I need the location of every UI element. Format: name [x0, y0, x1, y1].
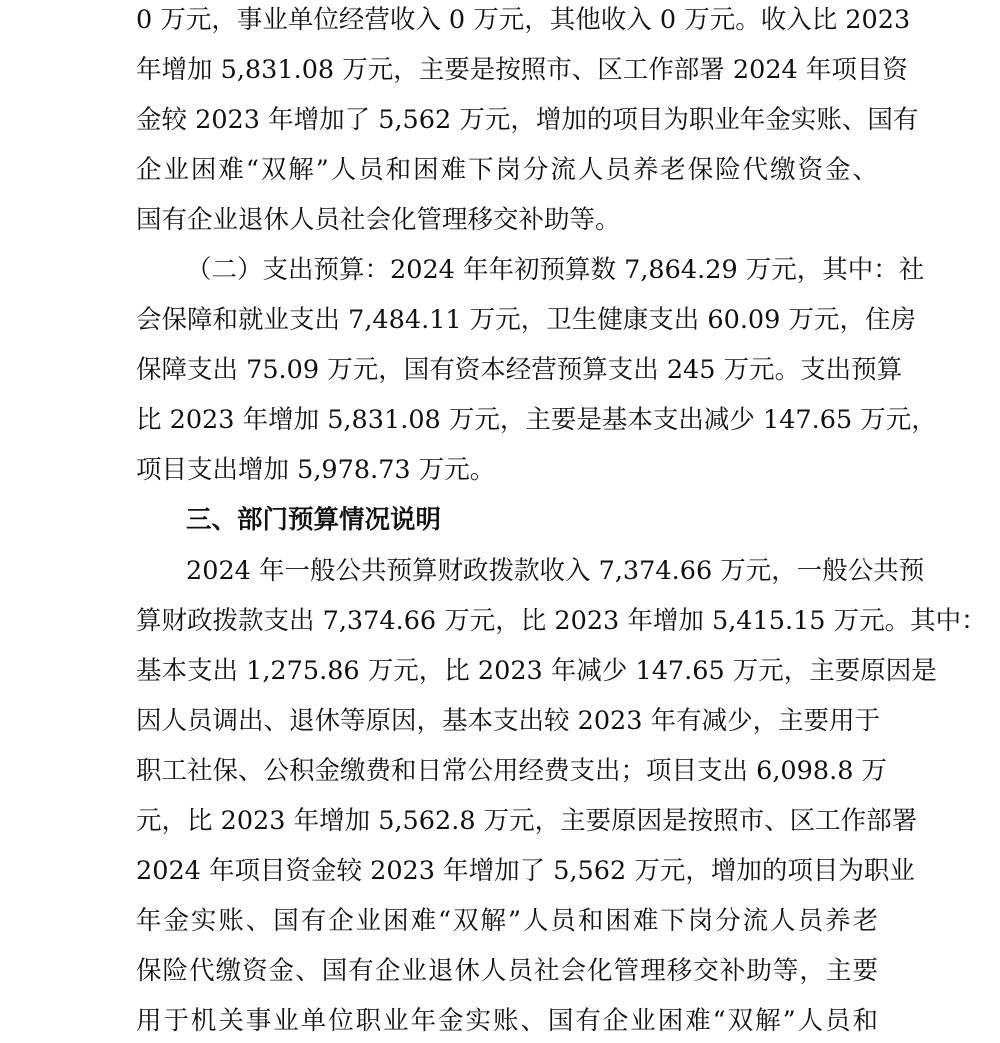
text-line: 因人员调出、退休等原因，基本支出较 2023 年有减少，主要用于	[136, 706, 881, 736]
text-line: 算财政拨款支出 7,374.66 万元，比 2023 年增加 5,415.15 万元。其中：	[136, 606, 987, 636]
text-line: 企业困难“双解”人员和困难下岗分流人员养老保险代缴资金、	[136, 155, 878, 185]
text-line: 用于机关事业单位职业年金实账、国有企业困难“双解”人员和	[136, 1006, 878, 1036]
text-line: 年增加 5,831.08 万元，主要是按照市、区工作部署 2024 年项目资	[136, 55, 908, 85]
text-line: 元，比 2023 年增加 5,562.8 万元，主要原因是按照市、区工作部署	[136, 806, 918, 836]
text-line: 保障支出 75.09 万元，国有资本经营预算支出 245 万元。支出预算	[136, 355, 903, 385]
text-line: 职工社保、公积金缴费和日常公用经费支出；项目支出 6,098.8 万	[136, 756, 888, 786]
text-line: 金较 2023 年增加了 5,562 万元，增加的项目为职业年金实账、国有	[136, 105, 919, 135]
text-line: 2024 年一般公共预算财政拨款收入 7,374.66 万元，一般公共预	[186, 556, 925, 586]
text-line: 基本支出 1,275.86 万元，比 2023 年减少 147.65 万元，主要原因是	[136, 656, 937, 686]
text-line: 国有企业退休人员社会化管理移交补助等。	[136, 205, 621, 235]
text-line: 保险代缴资金、国有企业退休人员社会化管理移交补助等，主要	[136, 956, 878, 986]
text-line: （二）支出预算：2024 年年初预算数 7,864.29 万元，其中：社	[186, 255, 925, 285]
text-line: 项目支出增加 5,978.73 万元。	[136, 455, 496, 485]
text-line: 会保障和就业支出 7,484.11 万元，卫生健康支出 60.09 万元，住房	[136, 305, 916, 335]
section-heading: 三、部门预算情况说明	[186, 505, 442, 535]
text-line: 2024 年项目资金较 2023 年增加了 5,562 万元，增加的项目为职业	[136, 856, 915, 886]
text-line: 年金实账、国有企业困难“双解”人员和困难下岗分流人员养老	[136, 906, 878, 936]
text-line: 0 万元，事业单位经营收入 0 万元，其他收入 0 万元。收入比 2023	[136, 5, 911, 35]
text-line: 比 2023 年增加 5,831.08 万元，主要是基本支出减少 147.65 万元，	[136, 405, 937, 435]
